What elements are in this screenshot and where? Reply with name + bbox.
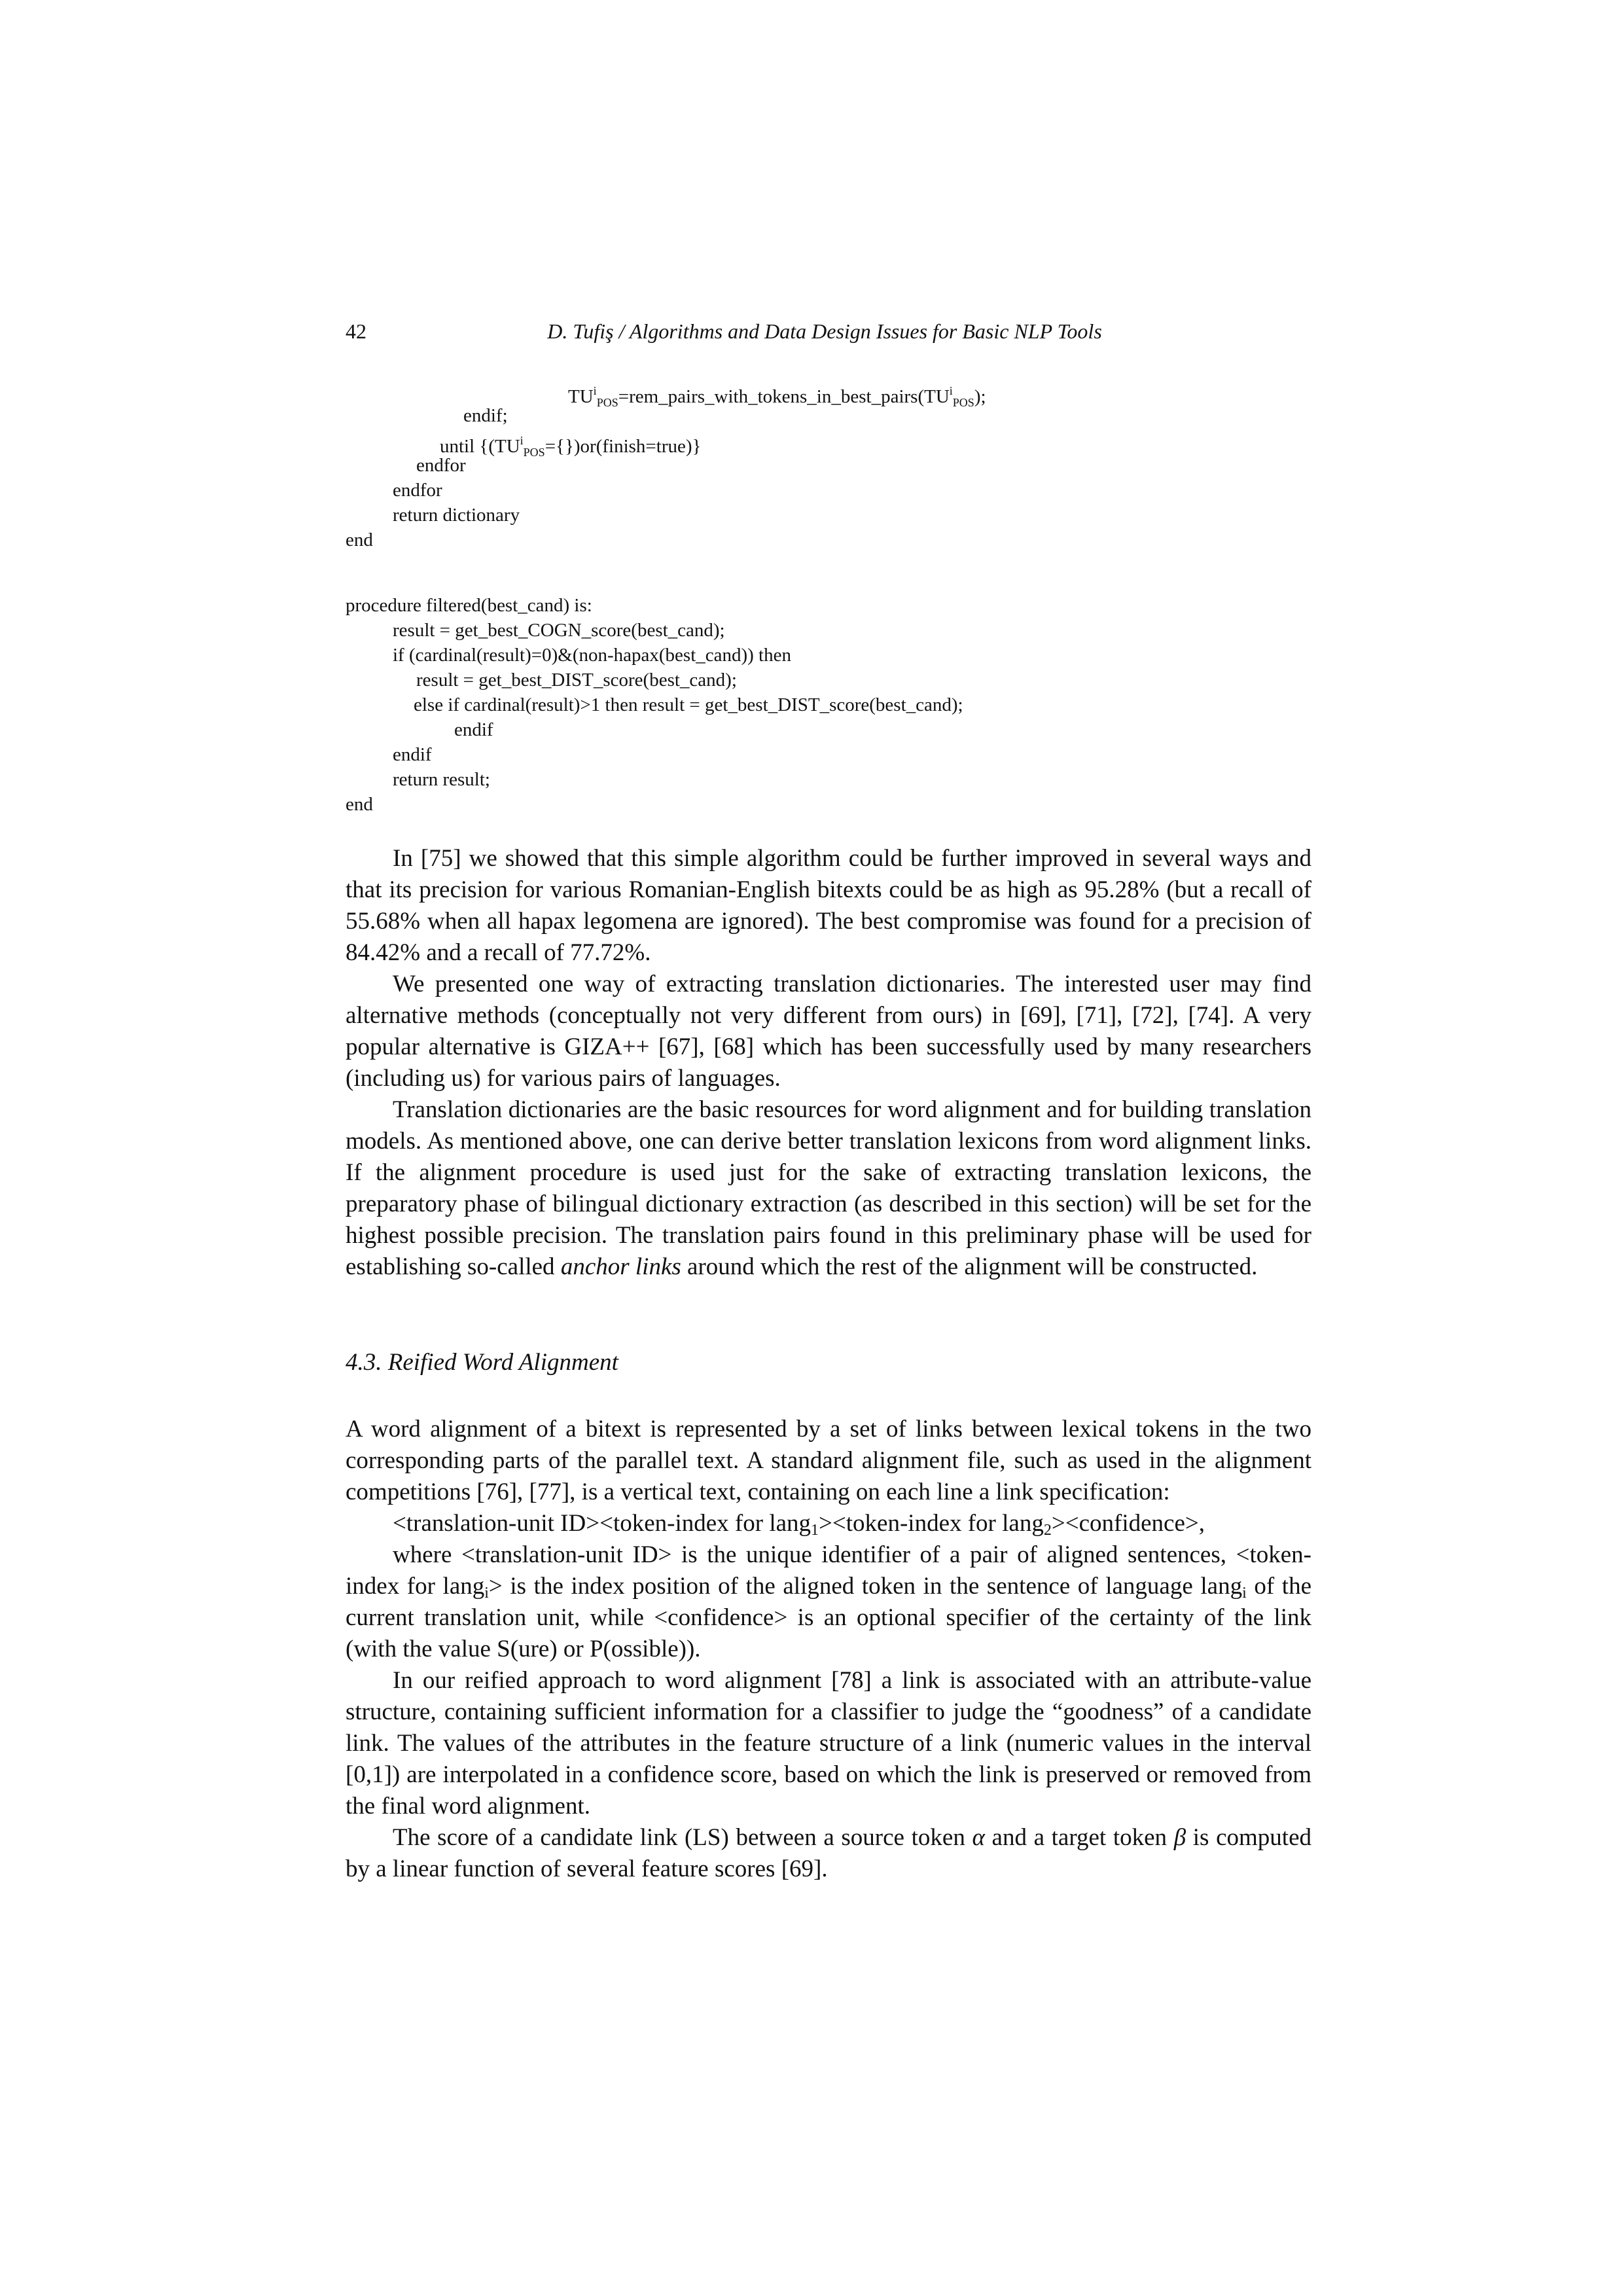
code-text: );	[974, 386, 986, 407]
alpha-symbol: α	[972, 1824, 985, 1851]
paragraph-text: The score of a candidate link (LS) between a source token	[393, 1824, 972, 1851]
emphasis-anchor-links: anchor links	[560, 1253, 681, 1280]
code-line	[346, 378, 986, 409]
code-sub: POS	[596, 396, 618, 409]
code-sup: i	[593, 384, 597, 397]
running-header: D. Tufiş / Algorithms and Data Design Issues for Basic NLP Tools	[547, 319, 1102, 343]
pseudocode-block-top	[346, 378, 986, 552]
paragraph	[346, 1822, 1311, 1885]
code-line: endif	[454, 719, 493, 740]
paragraph	[346, 1539, 1311, 1665]
link-format-line	[346, 1508, 1311, 1539]
code-sub: POS	[523, 446, 545, 459]
page-number: 42	[346, 319, 366, 343]
code-text: ={})or(finish=true)}	[544, 436, 702, 457]
code-line: end	[346, 529, 373, 550]
code-line: end	[346, 794, 373, 815]
code-line: if (cardinal(result)=0)&(non-hapax(best_cand)) then	[393, 645, 791, 666]
body-text-block-1	[346, 843, 1311, 1283]
paragraph-text: ><token-index for lang	[819, 1510, 1044, 1537]
code-sup: i	[949, 384, 953, 397]
paragraph: A word alignment of a bitext is represented by a set of links between lexical tokens in the two corresponding parts of the parallel text. A standard alignment file, such as used in the alignment competitions [76], [77], is a vertical text, containing on each line a link specification:	[346, 1416, 1311, 1505]
paragraph-text: and a target token	[984, 1824, 1174, 1851]
paragraph-text: is computed by a linear function of several feature scores [69].	[346, 1824, 1312, 1882]
code-line	[346, 428, 986, 459]
subscript: 2	[1043, 1522, 1052, 1539]
beta-symbol: β	[1173, 1824, 1186, 1851]
code-line: endfor	[393, 480, 442, 501]
code-line: result = get_best_DIST_score(best_cand);	[416, 670, 737, 691]
paragraph-text: ><confidence>,	[1051, 1510, 1205, 1537]
code-text: until {(TU	[440, 436, 520, 457]
paragraph-text: of the current translation unit, while <confidence> is an optional specifier of the certainty of the link (with the value S(ure) or P(ossible)).	[346, 1573, 1311, 1662]
body-text-block-2	[346, 1414, 1311, 1885]
paragraph-text: around which the rest of the alignment will be constructed.	[681, 1253, 1258, 1280]
paragraph: We presented one way of extracting translation dictionaries. The interested user may find alternative methods (conceptually not very different from ours) in [69], [71], [72], [74]. A very popular alternative is GIZA++ [67], [68] which has been successfully used by many researchers (including us) for various pairs of languages.	[346, 971, 1311, 1092]
code-line: return result;	[393, 769, 490, 790]
paragraph: In our reified approach to word alignment [78] a link is associated with an attribute-value structure, containing sufficient information for a classifier to judge the “goodness” of a candidate link. The values of the attributes in the feature structure of a link (numeric values in the interval [0,1]) are interpolated in a confidence score, based on which the link is preserved or removed from the final word alignment.	[346, 1667, 1311, 1820]
paragraph-text: > is the index position of the aligned token in the sentence of language lang	[488, 1573, 1243, 1600]
code-text: TU	[568, 386, 594, 407]
paragraph: In [75] we showed that this simple algorithm could be further improved in several ways and that its precision for various Romanian-English bitexts could be as high as 95.28% (but a recall of 55.68% when all hapax legomena are ignored). The best compromise was found for a precision of 84.42% and a recall of 77.72%.	[346, 845, 1311, 966]
subscript: i	[1242, 1585, 1247, 1602]
code-line: endif;	[463, 405, 508, 426]
code-sup: i	[520, 434, 524, 447]
code-sub: POS	[952, 396, 974, 409]
pseudocode-block-filtered	[346, 593, 963, 817]
code-line: endif	[393, 744, 432, 765]
code-line: procedure filtered(best_cand) is:	[346, 595, 592, 616]
paragraph-text: <translation-unit ID><token-index for lang	[393, 1510, 812, 1537]
section-heading: 4.3. Reified Word Alignment	[346, 1349, 618, 1376]
code-line: return dictionary	[393, 505, 520, 526]
paragraph-text: Translation dictionaries are the basic resources for word alignment and for building translation models. As mentioned above, one can derive better translation lexicons from word alignment links. If the alignment procedure is used just for the sake of extracting translation lexicons, the preparatory phase of bilingual dictionary extraction (as described in this section) will be set for the highest possible precision. The translation pairs found in this preliminary phase will be used for establishing so-called	[346, 1096, 1311, 1280]
code-text: =rem_pairs_with_tokens_in_best_pairs(TU	[618, 386, 950, 407]
code-line: else if cardinal(result)>1 then result = get_best_DIST_score(best_cand);	[414, 694, 963, 715]
code-line: endfor	[416, 455, 466, 476]
code-line: result = get_best_COGN_score(best_cand);	[393, 620, 725, 641]
subscript: i	[484, 1585, 489, 1602]
subscript: 1	[811, 1522, 819, 1539]
paragraph-text: where <translation-unit ID> is the unique identifier of a pair of aligned sentences, <token-index for lang	[346, 1541, 1311, 1600]
paragraph	[346, 1094, 1311, 1283]
